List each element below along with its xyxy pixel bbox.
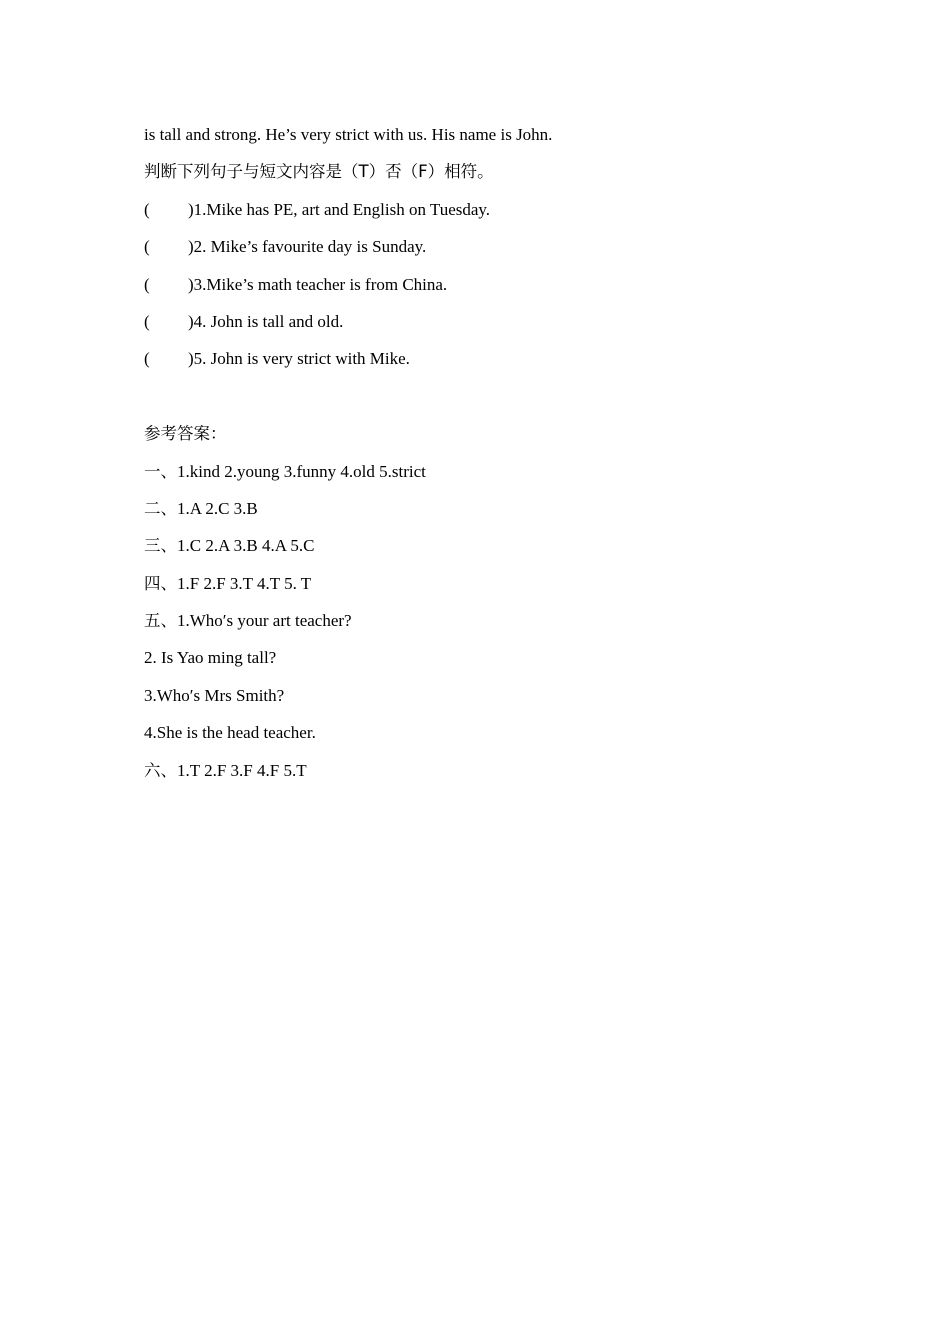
judgment-text: )4. John is tall and old. — [188, 311, 344, 331]
document-page — [144, 116, 844, 789]
answer-text: 1.kind 2.young 3.funny 4.old 5.strict — [177, 461, 426, 481]
answer-text: 1.Who′s your art teacher? — [177, 611, 352, 631]
answer-line-1 — [144, 453, 844, 490]
answer-text: 3.Who′s Mrs Smith? — [144, 685, 285, 705]
answers-title: 参考答案： — [144, 424, 227, 444]
judgment-text: )2. Mike’s favourite day is Sunday. — [188, 237, 427, 257]
answer-section-label: 三、 — [144, 536, 177, 556]
answer-blank: ( — [144, 311, 150, 331]
instruction: 判断下列句子与短文内容是（T）否（F）相符。 — [144, 162, 494, 182]
judgment-item-2 — [144, 228, 844, 265]
answer-line-4 — [144, 565, 844, 602]
answer-text: 1.F 2.F 3.T 4.T 5. T — [177, 573, 312, 593]
judgment-text: )3.Mike’s math teacher is from China. — [188, 274, 448, 294]
passage-tail: is tall and strong. He’s very strict with us. His name is John. — [144, 125, 553, 144]
answer-line-3 — [144, 527, 844, 564]
answer-line-6 — [144, 639, 844, 676]
answer-text: 2. Is Yao ming tall? — [144, 648, 277, 668]
judgment-item-1 — [144, 191, 844, 228]
answer-text: 4.She is the head teacher. — [144, 723, 316, 743]
answer-blank: ( — [144, 349, 150, 369]
answer-section-label: 六、 — [144, 760, 177, 780]
answer-section-label: 四、 — [144, 573, 177, 593]
judgment-text: )5. John is very strict with Mike. — [188, 349, 410, 369]
answer-blank: ( — [144, 237, 150, 257]
answer-line-2 — [144, 490, 844, 527]
answer-text: 1.T 2.F 3.F 4.F 5.T — [177, 760, 307, 780]
answer-blank: ( — [144, 199, 150, 219]
answer-section-label: 一、 — [144, 461, 177, 481]
spacer — [144, 378, 844, 415]
judgment-item-3 — [144, 266, 844, 303]
answer-section-label: 二、 — [144, 498, 177, 518]
answer-line-8 — [144, 714, 844, 751]
answer-line-9 — [144, 752, 844, 789]
judgment-item-4 — [144, 303, 844, 340]
judgment-text: )1.Mike has PE, art and English on Tuesday. — [188, 199, 491, 219]
answer-text: 1.C 2.A 3.B 4.A 5.C — [177, 536, 315, 556]
answer-blank: ( — [144, 274, 150, 294]
judgment-item-5 — [144, 340, 844, 377]
answer-text: 1.A 2.C 3.B — [177, 498, 258, 518]
answer-section-label: 五、 — [144, 611, 177, 631]
answer-line-7 — [144, 677, 844, 714]
answer-line-5 — [144, 602, 844, 639]
